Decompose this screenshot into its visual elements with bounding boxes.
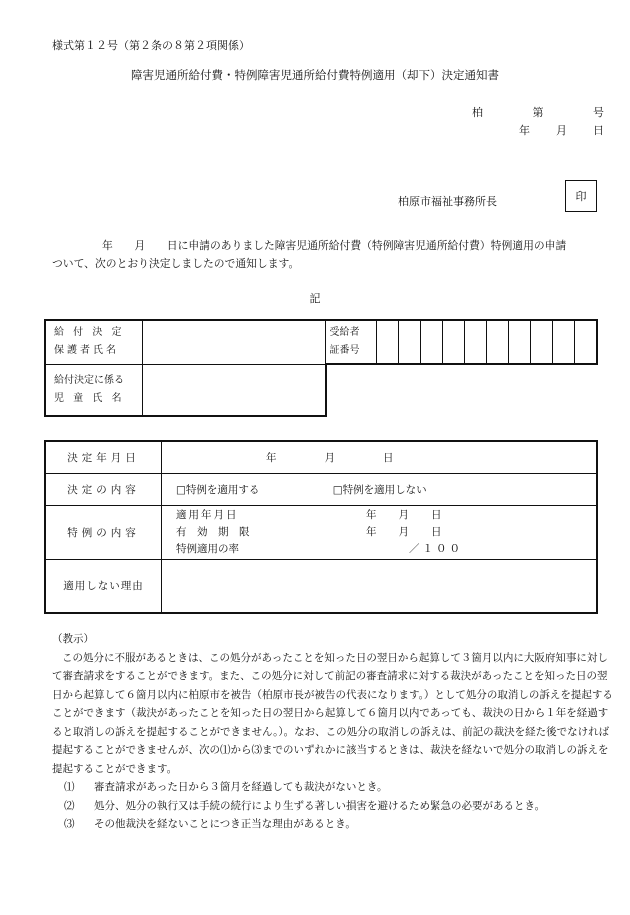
valid-period-day: 日 [431,525,442,538]
recipient-digit-8[interactable] [530,320,552,364]
rate-label: 特例適用の率 [176,542,239,555]
decision-date-value[interactable] [162,441,598,473]
valid-period-label: 有 効 期 限 [176,525,250,538]
issuer-name: 柏原市福祉事務所長 [398,195,497,208]
option-not-apply-checkbox[interactable]: □特例を適用しない [332,483,427,496]
notice-item-1-num: ⑴ [64,781,75,793]
issue-date [519,122,604,138]
apply-date-day: 日 [431,508,442,521]
decision-content-label: 決定の内容 [45,473,162,505]
guardian-label-line-1: 給 付 決 定 [54,327,125,339]
recipient-digit-7[interactable] [508,320,530,364]
child-label-line-2: 児 童 氏 名 [54,392,125,404]
notice-item-2-num: ⑵ [64,799,75,812]
notice-item-3-text: その他裁決を経ないことにつき正当な理由があるとき。 [94,818,356,830]
apply-date-month: 月 [398,508,409,521]
decision-table [44,440,598,614]
valid-period-year: 年 [366,525,377,538]
notice-item-3 [52,815,617,834]
special-content-value [162,505,598,559]
blank-area [326,364,597,416]
notice-item-2-text: 処分、処分の執行又は手続の続行により生ずる著しい損害を避けるため緊急の必要があるとき。 [94,799,546,812]
intro-line-1: 年 月 日に申請のありました障害児通所給付費（特例障害児通所給付費）特例適用の申請 [102,239,567,252]
recipient-digit-9[interactable] [552,320,574,364]
reference-go: 号 [593,106,604,119]
notice-item-1 [52,778,617,797]
reference-prefix: 柏 [472,106,483,119]
special-content-label: 特例の内容 [45,505,162,559]
reason-label: 適用しない理由 [45,559,162,613]
reference-dai: 第 [532,106,544,119]
intro-text [52,237,612,273]
recipient-digit-5[interactable] [464,320,486,364]
guardian-label-line-2: 保護者氏名 [54,345,119,357]
issue-date-day: 日 [593,124,604,137]
option-apply-checkbox[interactable]: □特例を適用する [176,483,260,496]
issue-date-year: 年 [519,124,530,137]
seal-label: 印 [575,190,587,203]
document-title: 障害児通所給付費・特例障害児通所給付費特例適用（却下）決定通知書 [131,68,499,82]
valid-period-month: 月 [398,525,409,538]
guardian-label [45,320,143,364]
decision-year: 年 [266,451,277,464]
intro-line-2: ついて、次のとおり決定しましたので通知します。 [52,257,300,270]
reason-field[interactable] [162,559,598,613]
ki-heading: 記 [309,292,321,305]
rate-value: ／１００ [409,542,463,555]
child-name-field[interactable] [143,364,326,416]
form-number: 様式第１２号（第２条の８第２項関係） [52,39,250,52]
decision-day: 日 [383,451,394,464]
notice-item-2 [52,797,617,816]
notice-heading: （教示） [52,633,94,645]
child-label [45,364,143,416]
recipient-digit-10[interactable] [574,320,597,364]
recipient-label-line-1: 受給者 [329,327,360,338]
seal-box [565,180,597,212]
decision-content-value [162,473,598,505]
recipient-digit-3[interactable] [420,320,442,364]
notice-item-3-num: ⑶ [64,818,75,830]
recipient-digit-6[interactable] [486,320,508,364]
recipient-label-line-2: 証番号 [329,345,360,356]
recipient-table [44,319,598,417]
recipient-digit-4[interactable] [442,320,464,364]
instruction-notice [52,630,617,834]
notice-body: この処分に不服があるときは、この処分があったことを知った日の翌日から起算して３箇月以内に大阪府知事に対して審査請求をすることができます。また、この処分に対して前記の審査請求に対する裁決があったことを知った日の翌日から起算して６箇月以内に柏原市を被告（柏原市長が被告の代表になります。）として処分の取消しの訴えを提起することができます（裁決があったことを知った日の翌日から起算して６箇月以内であっても、裁決の日から１年を経過すると取消しの訴えを提起することができません。）。なお、この処分の取消しの訴えは、前記の裁決を経た後でなければ提起することができませんが、次の⑴から⑶までのいずれかに該当するときは、裁決を経ないで処分の取消しの訴えを提起することができます。 [52,651,613,775]
reference-number [472,104,604,120]
notice-item-1-text: 審査請求があった日から３箇月を経過しても裁決がないとき。 [94,781,388,793]
issue-date-month: 月 [556,124,567,137]
apply-date-label: 適用年月日 [176,508,239,521]
apply-date-year: 年 [366,508,377,521]
decision-month: 月 [324,451,335,464]
recipient-digit-2[interactable] [398,320,420,364]
recipient-digit-1[interactable] [376,320,398,364]
recipient-number-label [326,320,376,364]
decision-date-label: 決定年月日 [45,441,162,473]
guardian-name-field[interactable] [143,320,326,364]
child-label-line-1: 給付決定に係る [54,374,124,386]
